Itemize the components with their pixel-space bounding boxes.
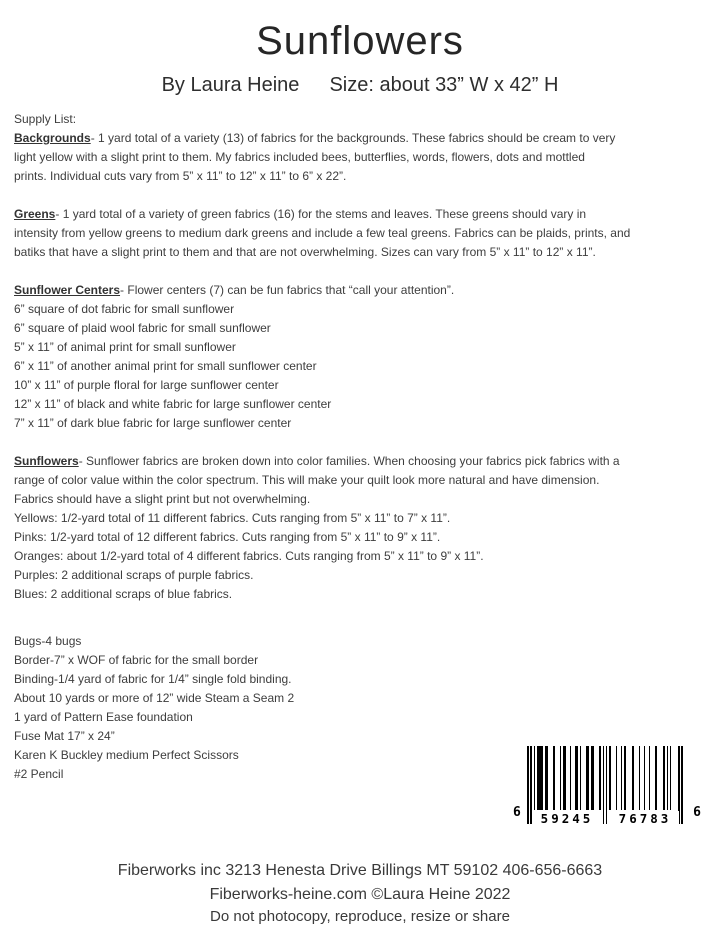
centers-item-list — [14, 300, 706, 433]
document-page — [0, 16, 720, 784]
section-text: batiks that have a slight print to them and that are not overwhelming. Sizes can vary from 5” x 11” to 12” x 11”. — [14, 245, 596, 259]
sunflowers-color-list — [14, 509, 706, 604]
barcode-bar — [575, 746, 578, 810]
list-item: Border-7” x WOF of fabric for the small border — [14, 653, 259, 667]
section-greens — [14, 205, 706, 262]
section-text: prints. Individual cuts vary from 5” x 11” to 12” x 11” to 6” x 22”. — [14, 169, 347, 183]
barcode-bar — [667, 746, 669, 810]
barcode-bar — [527, 746, 529, 824]
list-item: Blues: 2 additional scraps of blue fabrics. — [14, 587, 233, 601]
barcode-bar — [616, 746, 618, 810]
section-text: - Flower centers (7) can be fun fabrics that “call your attention”. — [120, 283, 455, 297]
section-text: - Sunflower fabrics are broken down into color families. When choosing your fabrics pick fabrics with a — [78, 454, 620, 468]
list-item: Binding-1/4 yard of fabric for 1/4” single fold binding. — [14, 672, 292, 686]
section-heading-sunflowers: Sunflowers — [14, 454, 79, 468]
footer-copyright: Fiberworks-heine.com ©Laura Heine 2022 — [209, 886, 511, 903]
barcode-bar — [681, 746, 683, 824]
list-item: Oranges: about 1/2-yard total of 4 different fabrics. Cuts ranging from 5” x 11” to 9” x 11”. — [14, 549, 484, 563]
section-sunflower-centers — [14, 281, 706, 433]
list-item: Bugs-4 bugs — [14, 634, 82, 648]
barcode-bar — [553, 746, 555, 810]
page-footer — [0, 858, 720, 928]
barcode-bar — [534, 746, 536, 810]
barcode-bar — [655, 746, 657, 810]
barcode-bar — [580, 746, 582, 810]
barcode-right-digit: 6 — [693, 805, 701, 820]
barcode-bar — [563, 746, 566, 810]
barcode-bar — [663, 746, 665, 810]
section-text: Fabrics should have a slight print but not overwhelming. — [14, 492, 311, 506]
list-item: 6” square of dot fabric for small sunflower — [14, 302, 235, 316]
list-item: 1 yard of Pattern Ease foundation — [14, 710, 193, 724]
section-heading-greens: Greens — [14, 207, 56, 221]
section-text: - 1 yard total of a variety (13) of fabrics for the backgrounds. These fabrics should be cream to very — [90, 131, 616, 145]
barcode-bar — [537, 746, 544, 810]
byline: By Laura Heine — [161, 74, 300, 96]
list-item: Purples: 2 additional scraps of purple fabrics. — [14, 568, 254, 582]
footer-notice: Do not photocopy, reproduce, resize or share — [210, 908, 510, 925]
barcode — [513, 746, 701, 826]
barcode-bar — [670, 746, 672, 810]
list-item: 5” x 11” of animal print for small sunflower — [14, 340, 236, 354]
barcode-bar — [599, 746, 601, 810]
section-text: - 1 yard total of a variety of green fabrics (16) for the stems and leaves. These greens should vary in — [55, 207, 587, 221]
section-sunflowers — [14, 452, 706, 604]
barcode-bar — [644, 746, 646, 810]
subtitle — [14, 72, 706, 98]
list-item: 7” x 11” of dark blue fabric for large sunflower center — [14, 416, 292, 430]
list-item: Yellows: 1/2-yard total of 11 different fabrics. Cuts ranging from 5” x 11” to 7” x 11”. — [14, 511, 451, 525]
list-item: 12” x 11” of black and white fabric for large sunflower center — [14, 397, 332, 411]
barcode-bar — [560, 746, 562, 810]
section-backgrounds — [14, 129, 706, 186]
list-item: Karen K Buckley medium Perfect Scissors — [14, 748, 239, 762]
barcode-bar — [586, 746, 589, 810]
page-title: Sunflowers — [256, 19, 464, 63]
barcode-bar — [603, 746, 605, 824]
list-item: Fuse Mat 17” x 24” — [14, 729, 115, 743]
barcode-bar — [621, 746, 623, 810]
supply-list-label: Supply List: — [14, 112, 77, 126]
barcode-left-group: 59245 — [533, 811, 601, 826]
list-item: #2 Pencil — [14, 767, 64, 781]
footer-address: Fiberworks inc 3213 Henesta Drive Billings MT 59102 406-656-6663 — [117, 862, 603, 879]
list-item: 10” x 11” of purple floral for large sunflower center — [14, 378, 279, 392]
size-text: Size: about 33” W x 42” H — [329, 74, 559, 96]
barcode-bar — [570, 746, 572, 810]
barcode-bar — [649, 746, 651, 810]
barcode-bar — [606, 746, 608, 824]
list-item: About 10 yards or more of 12” wide Steam a Seam 2 — [14, 691, 295, 705]
list-item: 6” x 11” of another animal print for small sunflower center — [14, 359, 317, 373]
barcode-bar — [545, 746, 548, 810]
barcode-left-digit: 6 — [513, 805, 521, 820]
barcode-bar — [632, 746, 634, 810]
section-heading-backgrounds: Backgrounds — [14, 131, 91, 145]
section-text: light yellow with a slight print to them. My fabrics included bees, butterflies, words, flowers, dots and mottled — [14, 150, 585, 164]
section-heading-centers: Sunflower Centers — [14, 283, 121, 297]
list-item: 6” square of plaid wool fabric for small sunflower — [14, 321, 271, 335]
barcode-right-group: 76783 — [611, 811, 679, 826]
section-text: range of color value within the color spectrum. This will make your quilt look more natural and have dimension. — [14, 473, 600, 487]
barcode-bar — [591, 746, 594, 810]
barcode-bar — [624, 746, 626, 810]
barcode-bar — [639, 746, 641, 810]
barcode-bar — [609, 746, 611, 810]
section-text: intensity from yellow greens to medium dark greens and include a few teal greens. Fabrics can be plaids, prints, and — [14, 226, 631, 240]
list-item: Pinks: 1/2-yard total of 12 different fabrics. Cuts ranging from 5” x 11” to 9” x 11”. — [14, 530, 441, 544]
barcode-bar — [530, 746, 532, 824]
